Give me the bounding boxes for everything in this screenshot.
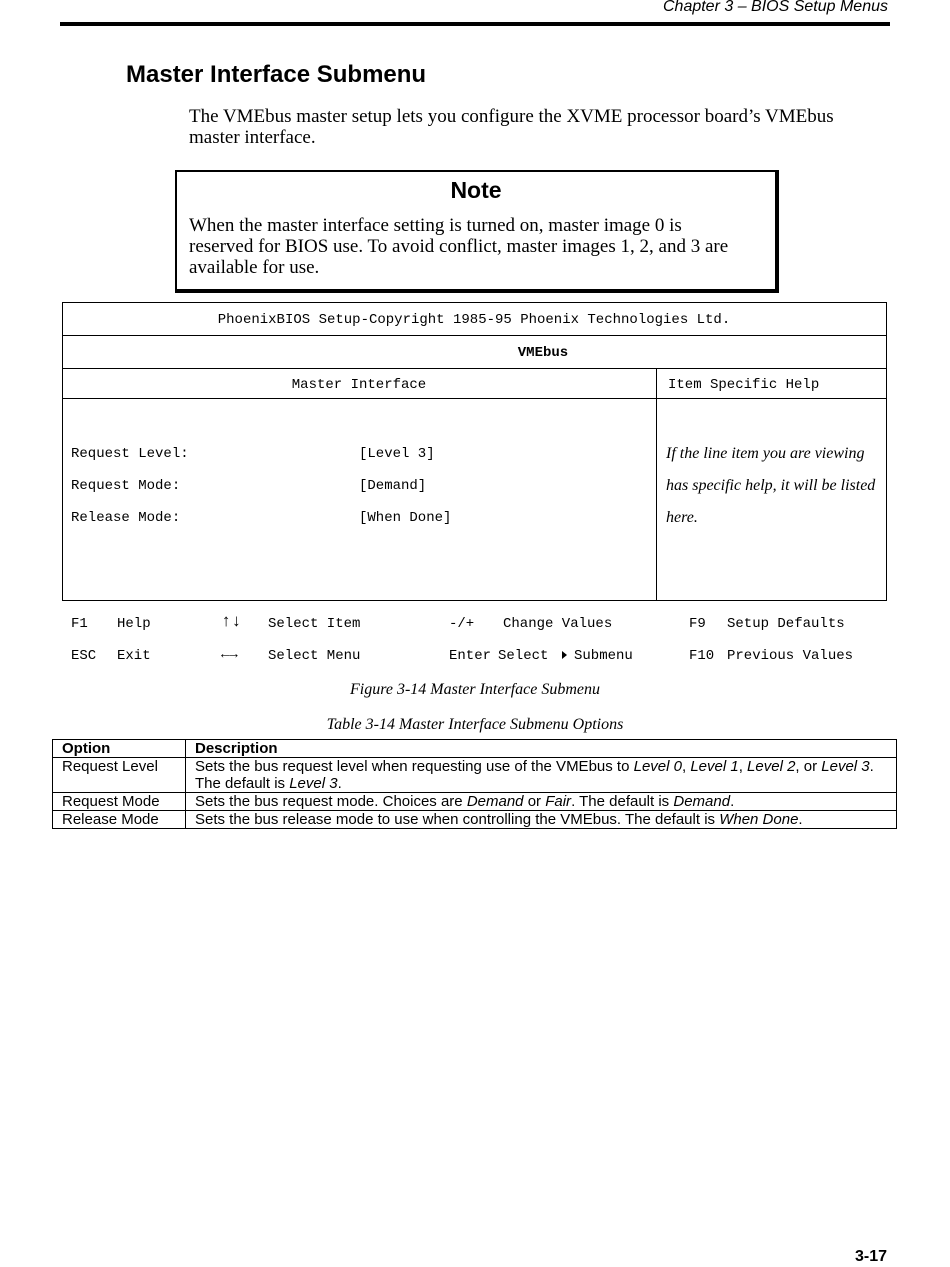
table-header-row [53, 740, 897, 758]
table-row [53, 758, 897, 793]
table-caption: Table 3-14 Master Interface Submenu Options [326, 716, 624, 733]
description-cell: Sets the bus release mode to use when controlling the VMEbus. The default is When Done. [186, 811, 897, 829]
key-enter-submenu: Submenu [574, 648, 633, 664]
table-row [53, 811, 897, 829]
key-f9-action: Setup Defaults [727, 616, 845, 632]
options-table [52, 739, 897, 829]
page-number: 3-17 [854, 1248, 887, 1265]
option-cell: Request Mode [53, 793, 186, 811]
description-cell: Sets the bus request mode. Choices are Demand or Fair. The default is Demand. [186, 793, 897, 811]
bios-help-title: Item Specific Help [668, 377, 820, 393]
figure-caption: Figure 3-14 Master Interface Submenu [349, 681, 600, 698]
option-cell: Release Mode [53, 811, 186, 829]
up-down-arrows-icon: ↑↓ [221, 613, 242, 632]
key-f10: F10 [689, 648, 715, 664]
key-minus-plus-action: Change Values [503, 616, 613, 632]
intro-paragraph: The VMEbus master setup lets you configure the XVME processor board’s VMEbus master interface. [189, 106, 834, 148]
release-mode-label: Release Mode: [71, 510, 181, 526]
option-column-header: Option [53, 740, 186, 758]
key-enter-action: Select [498, 648, 549, 664]
bios-border-left [62, 302, 63, 601]
key-f1: F1 [71, 616, 88, 632]
key-esc: ESC [71, 648, 97, 664]
release-mode-value[interactable]: [When Done] [359, 510, 452, 526]
header-rule [60, 22, 890, 26]
key-updown-action: Select Item [268, 616, 361, 632]
bios-border-top [62, 302, 887, 303]
key-f1-action: Help [117, 616, 151, 632]
note-title: Note [450, 177, 502, 203]
bios-copyright: PhoenixBIOS Setup-Copyright 1985-95 Phoenix Technologies Ltd. [217, 312, 731, 328]
bios-border-bottom [62, 600, 887, 601]
table-row [53, 793, 897, 811]
request-level-value[interactable]: [Level 3] [359, 446, 435, 462]
key-minus-plus: -/+ [449, 616, 475, 632]
bios-divider-3 [62, 398, 887, 399]
note-box [175, 170, 779, 293]
left-right-arrows-icon: ←→ [221, 647, 238, 663]
bios-panel-title: Master Interface [291, 377, 427, 393]
section-title: Master Interface Submenu [126, 61, 427, 88]
bios-divider-2 [62, 368, 887, 369]
chapter-header: Chapter 3 – BIOS Setup Menus [662, 0, 888, 15]
key-enter: Enter [449, 648, 492, 664]
key-f9: F9 [689, 616, 706, 632]
bios-column-divider [656, 368, 657, 601]
description-column-header: Description [186, 740, 897, 758]
description-cell: Sets the bus request level when requesting use of the VMEbus to Level 0, Level 1, Level 2, or Level 3. The default is Level 3. [186, 758, 897, 793]
key-leftright-action: Select Menu [268, 648, 361, 664]
request-mode-value[interactable]: [Demand] [359, 478, 427, 494]
bios-menu-title[interactable]: VMEbus [517, 345, 569, 361]
bios-border-right [886, 302, 887, 601]
item-help-text: If the line item you are viewing has specific help, it will be listed here. [666, 445, 876, 526]
bios-divider-1 [62, 335, 887, 336]
request-mode-label: Request Mode: [71, 478, 181, 494]
key-f10-action: Previous Values [727, 648, 854, 664]
note-text: When the master interface setting is turned on, master image 0 is reserved for BIOS use. To avoid conflict, master images 1, 2, and 3 are available for use. [189, 215, 729, 278]
option-cell: Request Level [53, 758, 186, 793]
key-esc-action: Exit [117, 648, 151, 664]
triangle-right-icon [562, 651, 567, 659]
request-level-label: Request Level: [71, 446, 189, 462]
